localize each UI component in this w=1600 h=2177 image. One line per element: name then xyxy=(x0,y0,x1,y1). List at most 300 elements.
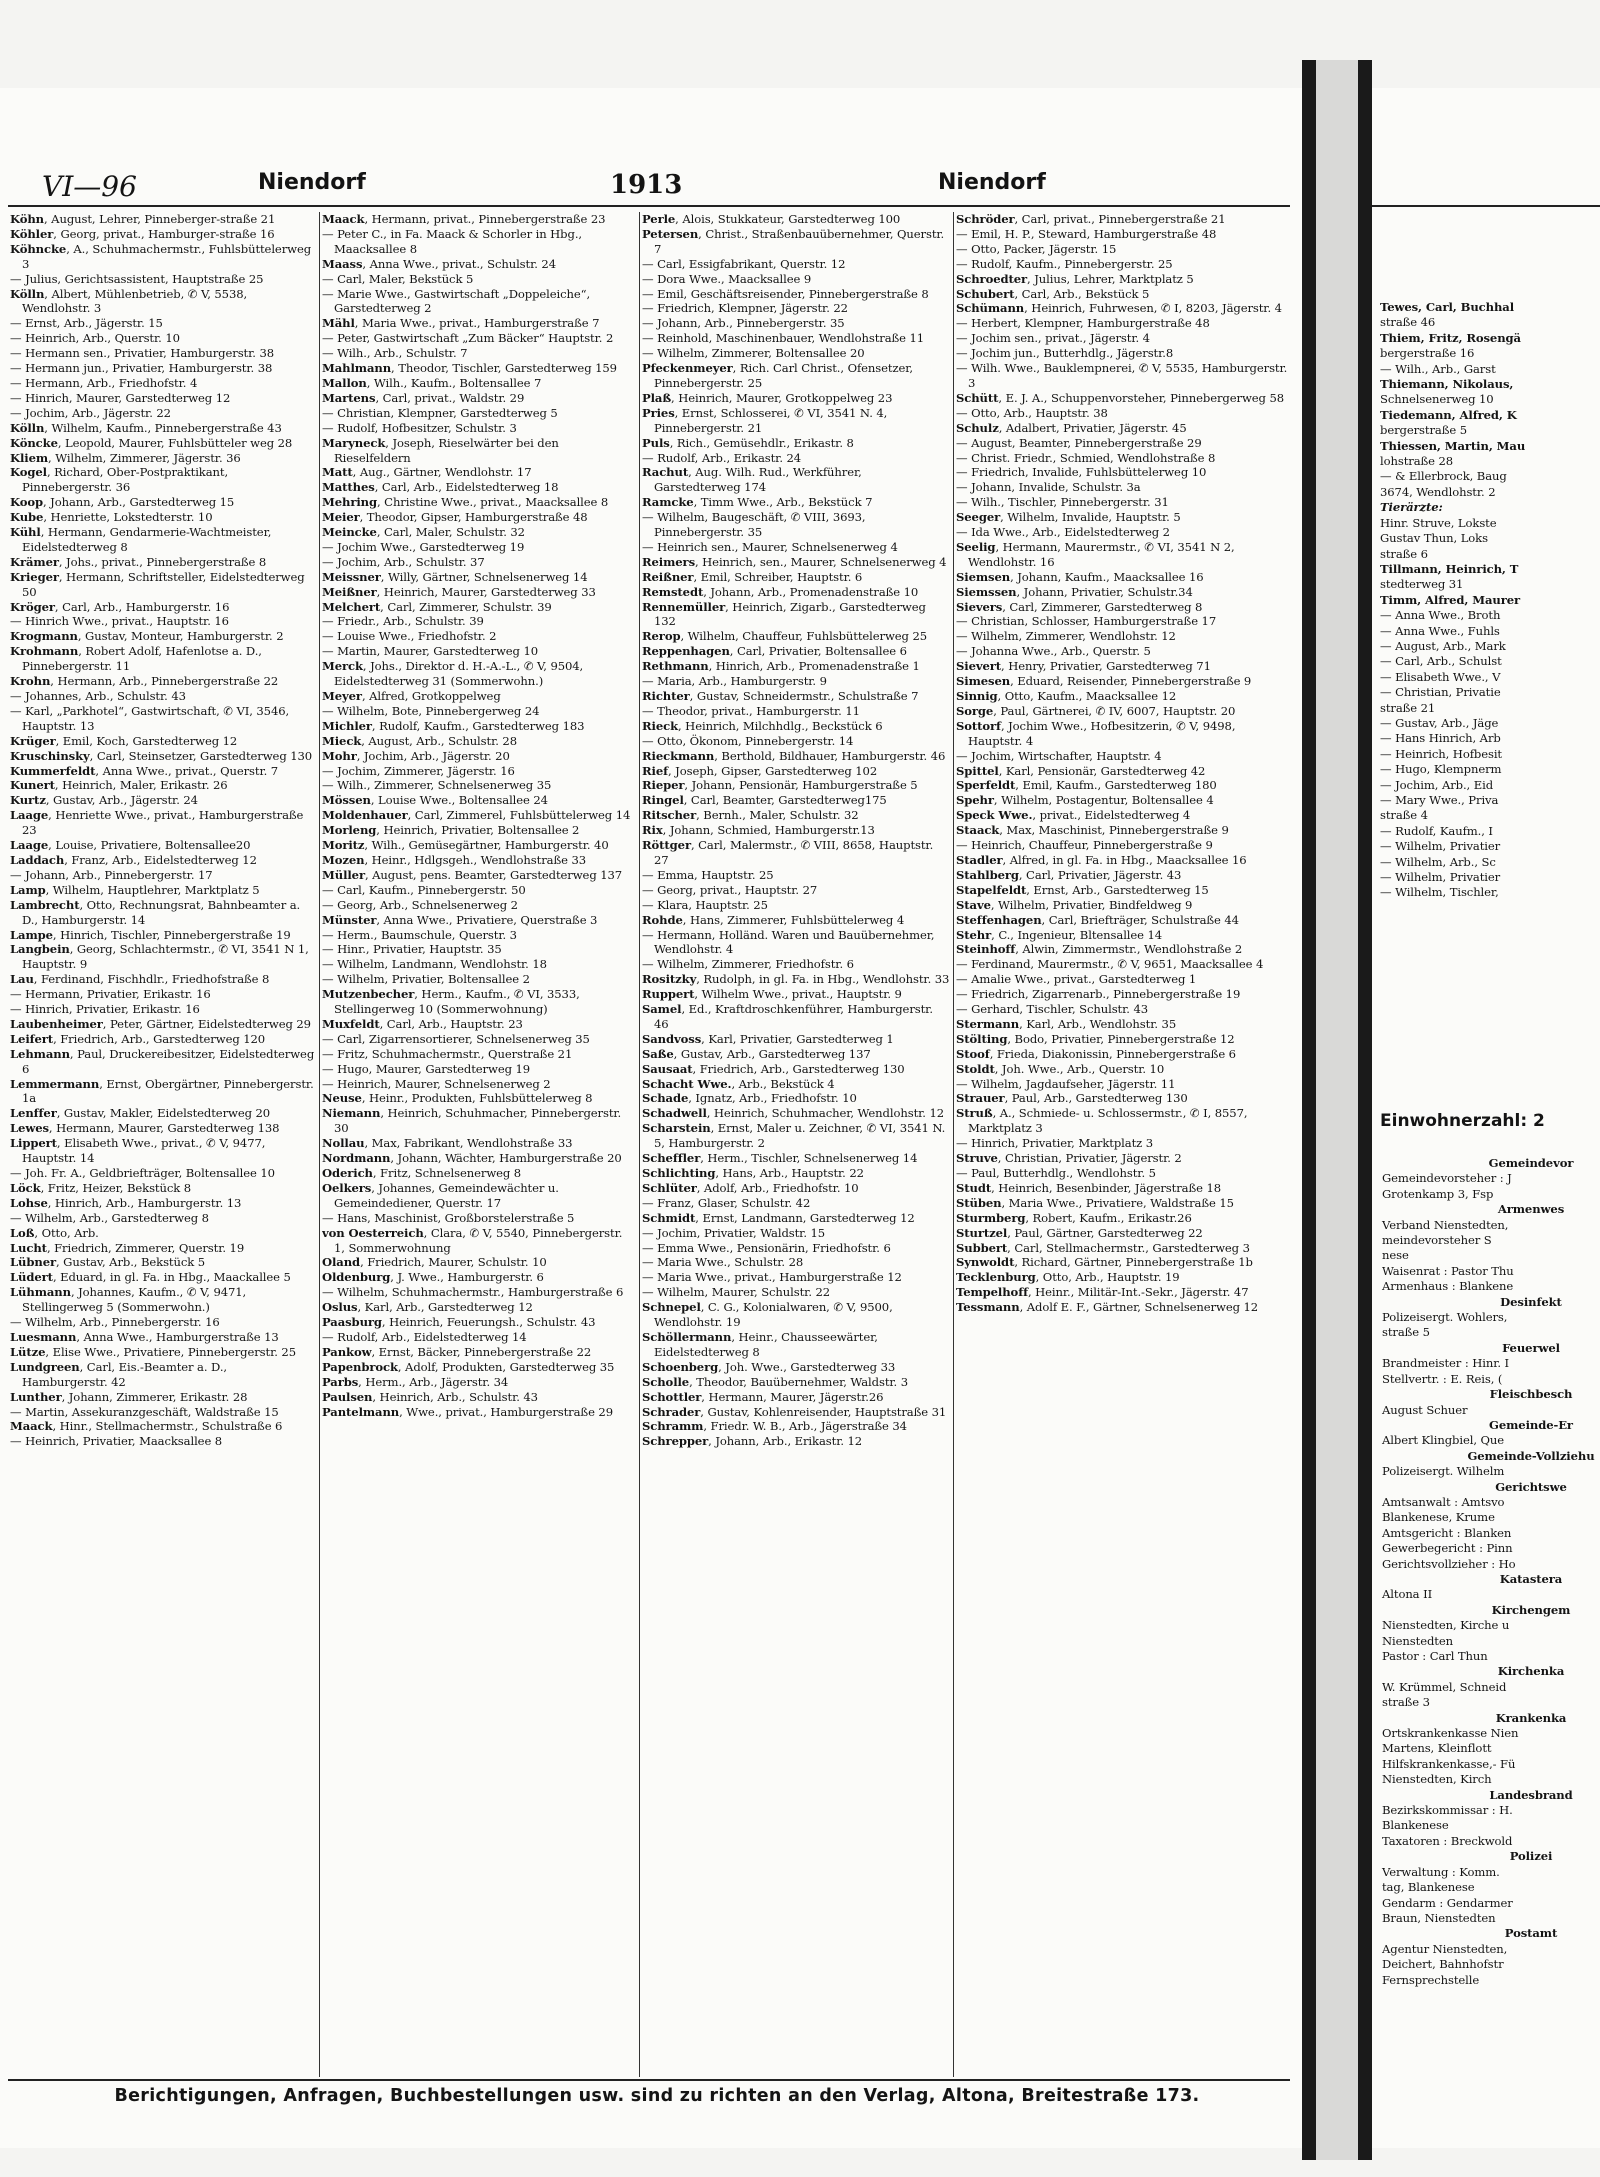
directory-entry: Seelig, Hermann, Maurermstr., ✆ VI, 3541 N 2, Wendlohstr. 16 xyxy=(956,539,1235,569)
administration-section xyxy=(1372,1156,1600,1988)
surname: Löck xyxy=(10,1180,41,1195)
surname: Schöllermann xyxy=(642,1329,732,1344)
directory-entry: Schade, Ignatz, Arb., Friedhofstr. 10 xyxy=(642,1091,857,1106)
surname: Plaß xyxy=(642,390,672,405)
directory-entry: Krohn, Hermann, Arb., Pinnebergerstraße 22 xyxy=(10,674,279,689)
surname: Ringel xyxy=(642,793,684,808)
directory-entry: Sottorf, Jochim Wwe., Hofbesitzerin, ✆ V, 9498, Hauptstr. 4 xyxy=(956,718,1236,748)
directory-entry: Subbert, Carl, Stellmachermstr., Garstedterweg 3 xyxy=(956,1240,1250,1255)
surname: Simesen xyxy=(956,674,1011,689)
surname: Koop xyxy=(10,495,43,510)
surname: Reimers xyxy=(642,554,695,569)
directory-entry: — Hugo, Maurer, Garstedterweg 19 xyxy=(322,1061,531,1076)
directory-entry: Niemann, Heinrich, Schuhmacher, Pinnebergerstr. 30 xyxy=(322,1106,622,1136)
directory-entry: Struß, A., Schmiede- u. Schlossermstr., ✆ I, 8557, Marktplatz 3 xyxy=(956,1106,1248,1136)
surname: Schrepper xyxy=(642,1434,709,1449)
surname: von Oesterreich xyxy=(322,1225,424,1240)
directory-entry: Blankenese, Krume xyxy=(1382,1510,1495,1525)
directory-entry: Oderich, Fritz, Schnelsenerweg 8 xyxy=(322,1166,522,1180)
directory-entry: Köhn, August, Lehrer, Pinneberger-straße 21 xyxy=(10,212,276,226)
directory-entry: Lambrecht, Otto, Rechnungsrat, Bahnbeamter a. D., Hamburgerstr. 14 xyxy=(10,897,301,927)
directory-entry: — Gustav, Arb., Jäge xyxy=(1380,715,1499,730)
directory-entry: — August, Beamter, Pinnebergerstraße 29 xyxy=(956,435,1202,450)
surname: Pankow xyxy=(322,1344,372,1359)
surname: Meier xyxy=(322,510,360,525)
surname: Krämer xyxy=(10,554,59,569)
directory-entry: Tempelhoff, Heinr., Militär-Int.-Sekr., Jägerstr. 47 xyxy=(956,1285,1249,1300)
directory-entry: — Carl, Essigfabrikant, Querstr. 12 xyxy=(642,256,846,271)
directory-entry: — Christian, Schlosser, Hamburgerstraße 17 xyxy=(956,614,1217,629)
surname: Strauer xyxy=(956,1091,1005,1106)
directory-entry: Ruppert, Wilhelm Wwe., privat., Hauptstr. 9 xyxy=(642,987,902,1002)
directory-entry: Stellvertr. : E. Reis, ( xyxy=(1382,1371,1503,1386)
directory-entry: — Carl, Maler, Bekstück 5 xyxy=(322,271,474,286)
directory-entry: Stapelfeldt, Ernst, Arb., Garstedterweg 15 xyxy=(956,882,1209,897)
directory-entry: Stoof, Frieda, Diakonissin, Pinnebergerstraße 6 xyxy=(956,1046,1236,1061)
directory-entry: Stadler, Alfred, in gl. Fa. in Hbg., Maacksallee 16 xyxy=(956,852,1247,867)
directory-entry: — Heinrich, Maurer, Schnelsenerweg 2 xyxy=(322,1076,551,1091)
directory-entry: — Otto, Packer, Jägerstr. 15 xyxy=(956,241,1117,256)
directory-entry: Schulz, Adalbert, Privatier, Jägerstr. 45 xyxy=(956,420,1187,435)
directory-entry: — Wilhelm, Baugeschäft, ✆ VIII, 3693, Pinnebergerstr. 35 xyxy=(642,510,866,540)
surname: Spittel xyxy=(956,763,999,778)
directory-entry: Schlichting, Hans, Arb., Hauptstr. 22 xyxy=(642,1166,864,1180)
directory-entry: Deichert, Bahnhofstr xyxy=(1382,1957,1504,1972)
directory-entry: Amtsgericht : Blanken xyxy=(1382,1525,1512,1540)
directory-entry: Münster, Anna Wwe., Privatiere, Querstraße 3 xyxy=(322,912,598,927)
directory-entry: Polizeisergt. Wilhelm xyxy=(1382,1464,1505,1479)
directory-entry: Mehring, Christine Wwe., privat., Maacksallee 8 xyxy=(322,495,609,510)
directory-entry: Krieger, Hermann, Schriftsteller, Eidelstedterweg 50 xyxy=(10,569,305,599)
directory-entry: — Johann, Invalide, Schulstr. 3a xyxy=(956,480,1141,495)
surname: Maryneck xyxy=(322,435,386,450)
header-rule xyxy=(1372,205,1600,207)
directory-entry: Scholle, Theodor, Bauübernehmer, Waldstr. 3 xyxy=(642,1374,908,1389)
page-divider xyxy=(1302,60,1316,2160)
directory-entry: Simesen, Eduard, Reisender, Pinnebergerstraße 9 xyxy=(956,674,1252,689)
surname: Lippert xyxy=(10,1136,57,1151)
directory-entry: — Heinrich, Arb., Querstr. 10 xyxy=(10,331,180,346)
directory-entry: Moritz, Wilh., Gemüsegärtner, Hamburgerstr. 40 xyxy=(322,838,609,853)
directory-entry: — Hinrich, Privatier, Erikastr. 16 xyxy=(10,1002,200,1017)
directory-entry: W. Krümmel, Schneid xyxy=(1382,1679,1507,1694)
directory-entry: Gewerbegericht : Pinn xyxy=(1382,1541,1513,1556)
surname: Maack xyxy=(10,1419,53,1434)
directory-entry: Schramm, Friedr. W. B., Arb., Jägerstraße 34 xyxy=(642,1419,907,1434)
surname: Siemssen xyxy=(956,584,1017,599)
section-heading: Feuerwel xyxy=(1502,1340,1560,1355)
surname: Sievers xyxy=(956,599,1003,614)
surname: Krohn xyxy=(10,674,51,689)
header-rule xyxy=(8,205,1290,207)
directory-column-2 xyxy=(322,212,636,2077)
directory-entry: Nienstedten, Kirch xyxy=(1382,1772,1492,1787)
surname: Mössen xyxy=(322,793,371,808)
directory-entry: Braun, Nienstedten xyxy=(1382,1910,1496,1925)
directory-entry: — Wilhelm, Arb., Pinnebergerstr. 16 xyxy=(10,1315,220,1330)
directory-entry: Lehmann, Paul, Druckereibesitzer, Eidelstedterweg 6 xyxy=(10,1046,315,1076)
directory-entry: straße 6 xyxy=(1380,546,1428,561)
directory-entry: — Hans, Maschinist, Großborstelerstraße 5 xyxy=(322,1210,575,1225)
directory-entry: Lampe, Hinrich, Tischler, Pinnebergerstraße 19 xyxy=(10,927,291,942)
surname: Siemsen xyxy=(956,569,1011,584)
surname: Synwoldt xyxy=(956,1255,1015,1270)
section-heading: Krankenka xyxy=(1495,1710,1567,1725)
right-page-edge xyxy=(1358,60,1372,2160)
directory-entry: Matt, Aug., Gärtner, Wendlohstr. 17 xyxy=(322,465,532,480)
directory-entry: von Oesterreich, Clara, ✆ V, 5540, Pinnebergerstr. 1, Sommerwohnung xyxy=(322,1225,623,1255)
directory-entry: Köncke, Leopold, Maurer, Fuhlsbütteler weg 28 xyxy=(10,435,293,450)
surname: Lambrecht xyxy=(10,897,80,912)
surname: Kölln xyxy=(10,420,45,435)
directory-entry: Paasburg, Heinrich, Feuerungsh., Schulstr. 43 xyxy=(322,1315,596,1330)
directory-entry: — Emil, H. P., Steward, Hamburgerstraße 48 xyxy=(956,226,1217,241)
directory-entry: Meißner, Heinrich, Maurer, Garstedterweg 33 xyxy=(322,584,596,599)
surname: Köhn xyxy=(10,212,45,226)
directory-entry: Sturmberg, Robert, Kaufm., Erikastr.26 xyxy=(956,1210,1192,1225)
directory-entry: — Jochim, Wirtschafter, Hauptstr. 4 xyxy=(956,748,1162,763)
directory-entry: — Peter C., in Fa. Maack & Schorler in Hbg., Maacksallee 8 xyxy=(322,226,582,256)
directory-entry: Kunert, Heinrich, Maler, Erikastr. 26 xyxy=(10,778,228,793)
surname: Lampe xyxy=(10,927,53,942)
directory-entry: Ortskrankenkasse Nien xyxy=(1382,1726,1519,1741)
directory-entry: Verwaltung : Komm. xyxy=(1382,1864,1500,1879)
directory-entry: Grotenkamp 3, Fsp xyxy=(1382,1186,1494,1201)
directory-entry: Studt, Heinrich, Besenbinder, Jägerstraße 18 xyxy=(956,1180,1221,1195)
directory-entry: Löck, Fritz, Heizer, Bekstück 8 xyxy=(10,1180,192,1195)
surname: Samel xyxy=(642,1002,682,1017)
surname: Schade xyxy=(642,1091,689,1106)
directory-entry: Ritscher, Bernh., Maler, Schulstr. 32 xyxy=(642,808,859,823)
directory-entry: — Carl, Kaufm., Pinnebergerstr. 50 xyxy=(322,882,526,897)
directory-entry: Meier, Theodor, Gipser, Hamburgerstraße 48 xyxy=(322,510,588,525)
directory-entry: Nienstedten, Kirche u xyxy=(1382,1618,1510,1633)
directory-entry: — Friedr., Arb., Schulstr. 39 xyxy=(322,614,484,629)
surname: Krogmann xyxy=(10,629,78,644)
directory-entry: Röttger, Carl, Malermstr., ✆ VIII, 8658, Hauptstr. 27 xyxy=(642,838,934,867)
directory-entry: Rieckmann, Berthold, Bildhauer, Hamburgerstr. 46 xyxy=(642,748,946,763)
directory-entry: — Otto, Ökonom, Pinnebergerstr. 14 xyxy=(642,733,854,748)
directory-entry: straße 3 xyxy=(1382,1695,1430,1710)
directory-entry: Strauer, Paul, Arb., Garstedterweg 130 xyxy=(956,1091,1188,1106)
surname: Lohse xyxy=(10,1195,48,1210)
surname: Meißner xyxy=(322,584,377,599)
directory-entry: Stave, Wilhelm, Privatier, Bindfeldweg 9 xyxy=(956,897,1193,912)
surname: Matthes xyxy=(322,480,375,495)
directory-entry: Stölting, Bodo, Privatier, Pinnebergerstraße 12 xyxy=(956,1031,1235,1046)
directory-entry: Köhler, Georg, privat., Hamburger-straße 16 xyxy=(10,226,275,241)
surname: Rositzky xyxy=(642,972,697,987)
surname: Moldenhauer xyxy=(322,808,408,823)
surname: Rix xyxy=(642,823,663,838)
directory-entry: — Carl, Arb., Schulst xyxy=(1380,654,1502,669)
surname: Staack xyxy=(956,823,1000,838)
directory-column-3 xyxy=(642,212,950,2077)
directory-entry: Thiemann, Nikolaus, xyxy=(1380,377,1514,392)
directory-entry: Schöllermann, Heinr., Chausseewärter, Eidelstedterweg 8 xyxy=(642,1329,878,1359)
surname: Schütt xyxy=(956,390,999,405)
directory-entry: — Emma Wwe., Pensionärin, Friedhofstr. 6 xyxy=(642,1240,891,1255)
surname: Muxfeldt xyxy=(322,1016,380,1031)
surname: Seeger xyxy=(956,510,1001,525)
directory-entry: Neuse, Heinr., Produkten, Fuhlsbüttelerweg 8 xyxy=(322,1091,593,1106)
directory-entry: — Georg, Arb., Schnelsenerweg 2 xyxy=(322,897,518,912)
surname: Mozen xyxy=(322,852,365,867)
directory-entry: — Martin, Assekuranzgeschäft, Waldstraße 15 xyxy=(10,1404,279,1419)
surname: Meissner xyxy=(322,569,381,584)
directory-entry: Mahlmann, Theodor, Tischler, Garstedterweg 159 xyxy=(322,361,617,376)
directory-entry: Krüger, Emil, Koch, Garstedterweg 12 xyxy=(10,733,238,748)
surname: Pries xyxy=(642,405,675,420)
surname: Luesmann xyxy=(10,1329,77,1344)
section-heading: Gemeinde-Vollziehu xyxy=(1467,1448,1595,1463)
surname: Schlichting xyxy=(642,1166,716,1180)
directory-entry: Gerichtsvollzieher : Ho xyxy=(1382,1556,1516,1571)
directory-entry: Schröder, Carl, privat., Pinnebergerstraße 21 xyxy=(956,212,1226,226)
directory-entry: Gendarm : Gendarmer xyxy=(1382,1895,1513,1910)
surname: Schröder xyxy=(956,212,1015,226)
directory-entry: — Anna Wwe., Fuhls xyxy=(1380,623,1500,638)
directory-entry: Maass, Anna Wwe., privat., Schulstr. 24 xyxy=(322,256,556,271)
page-gutter xyxy=(1316,60,1358,2160)
directory-entry: — Maria, Arb., Hamburgerstr. 9 xyxy=(642,674,827,689)
directory-entry: Schmidt, Ernst, Landmann, Garstedterweg 12 xyxy=(642,1210,915,1225)
directory-entry: Stüben, Maria Wwe., Privatiere, Waldstraße 15 xyxy=(956,1195,1234,1210)
surname: Nordmann xyxy=(322,1151,391,1166)
directory-entry: bergerstraße 16 xyxy=(1380,346,1475,361)
surname: Mahlmann xyxy=(322,361,392,376)
directory-entry: Krohmann, Robert Adolf, Hafenlotse a. D., Pinnebergerstr. 11 xyxy=(10,644,262,674)
directory-entry: Langbein, Georg, Schlachtermstr., ✆ VI, 3541 N 1, Hauptstr. 9 xyxy=(10,942,309,972)
directory-entry: — Maria Wwe., Schulstr. 28 xyxy=(642,1255,804,1270)
surname: Schnepel xyxy=(642,1300,701,1315)
directory-entry: Kruschinsky, Carl, Steinsetzer, Garstedterweg 130 xyxy=(10,748,313,763)
directory-entry: Tessmann, Adolf E. F., Gärtner, Schnelsenerweg 12 xyxy=(956,1300,1259,1315)
directory-entry: Reimers, Heinrich, sen., Maurer, Schnelsenerweg 4 xyxy=(642,554,947,569)
surname: Kunert xyxy=(10,778,55,793)
directory-column-1 xyxy=(10,212,316,2077)
directory-entry: Rositzky, Rudolph, in gl. Fa. in Hbg., Wendlohstr. 33 xyxy=(642,972,950,987)
surname: Schlüter xyxy=(642,1180,697,1195)
directory-entry: stedterweg 31 xyxy=(1380,577,1464,592)
directory-entry: Fernsprechstelle xyxy=(1382,1972,1480,1987)
directory-entry: — Rudolf, Arb., Erikastr. 24 xyxy=(642,450,802,465)
surname: Tempelhoff xyxy=(956,1285,1028,1300)
directory-entry: Sperfeldt, Emil, Kaufm., Garstedterweg 180 xyxy=(956,778,1217,793)
directory-entry: Synwoldt, Richard, Gärtner, Pinnebergerstraße 1b xyxy=(956,1255,1253,1270)
directory-entry: Rief, Joseph, Gipser, Garstedterweg 102 xyxy=(642,763,878,778)
right-page-column xyxy=(1380,300,1600,901)
directory-entry: Rieper, Johann, Pensionär, Hamburgerstraße 5 xyxy=(642,778,918,793)
directory-entry: Plaß, Heinrich, Maurer, Grotkoppelweg 23 xyxy=(642,390,893,405)
directory-entry: — Wilh., Zimmerer, Schnelsenerweg 35 xyxy=(322,778,552,793)
directory-entry: Spehr, Wilhelm, Postagentur, Boltensallee 4 xyxy=(956,793,1214,808)
directory-entry: Oslus, Karl, Arb., Garstedterweg 12 xyxy=(322,1300,533,1315)
directory-entry: — Wilh., Arb., Schulstr. 7 xyxy=(322,346,468,361)
directory-entry: Pastor : Carl Thun xyxy=(1382,1649,1488,1663)
directory-column-4 xyxy=(956,212,1290,2077)
directory-entry: Perle, Alois, Stukkateur, Garstedterweg 100 xyxy=(642,212,901,226)
directory-entry: Ringel, Carl, Beamter, Garstedterweg175 xyxy=(642,793,887,808)
column-rule xyxy=(639,212,640,2077)
surname: Kogel xyxy=(10,465,47,480)
directory-entry: — Amalie Wwe., privat., Garstedterweg 1 xyxy=(956,972,1197,987)
surname: Lau xyxy=(10,972,34,987)
directory-entry: Maack, Hermann, privat., Pinnebergerstraße 23 xyxy=(322,212,606,226)
section-heading: Katastera xyxy=(1499,1571,1563,1586)
directory-entry: Scheffler, Herm., Tischler, Schnelsenerweg 14 xyxy=(642,1151,918,1166)
directory-entry: — Jochim, Arb., Jägerstr. 22 xyxy=(10,405,171,420)
directory-entry: meindevorsteher S xyxy=(1382,1233,1492,1248)
directory-entry: — Johanna Wwe., Arb., Querstr. 5 xyxy=(956,644,1151,659)
surname: Ritscher xyxy=(642,808,697,823)
directory-entry: bergerstraße 5 xyxy=(1380,423,1467,438)
surname: Stadler xyxy=(956,852,1003,867)
directory-entry: — Hermann, Privatier, Erikastr. 16 xyxy=(10,987,211,1002)
directory-entry: Blankenese xyxy=(1382,1818,1449,1833)
directory-entry: — Emma, Hauptstr. 25 xyxy=(642,867,774,882)
directory-entry: — Rudolf, Kaufm., Pinnebergerstr. 25 xyxy=(956,256,1173,271)
directory-entry: Schacht Wwe., Arb., Bekstück 4 xyxy=(642,1076,835,1091)
directory-entry: Lewes, Hermann, Maurer, Garstedterweg 138 xyxy=(10,1121,280,1136)
directory-entry: Kube, Henriette, Lokstedterstr. 10 xyxy=(10,510,213,525)
surname: Krohmann xyxy=(10,644,79,659)
directory-entry: lohstraße 28 xyxy=(1380,454,1454,469)
surname: Stahlberg xyxy=(956,867,1019,882)
directory-entry: Krämer, Johs., privat., Pinnebergerstraße 8 xyxy=(10,554,267,569)
surname: Sausaat xyxy=(642,1061,693,1076)
directory-entry: Mieck, August, Arb., Schulstr. 28 xyxy=(322,733,517,748)
directory-entry: Siemssen, Johann, Privatier, Schulstr.34 xyxy=(956,584,1193,599)
directory-entry: Maryneck, Joseph, Rieselwärter bei den Rieselfeldern xyxy=(322,435,559,465)
directory-entry: Schütt, E. J. A., Schuppenvorsteher, Pinnebergerweg 58 xyxy=(956,390,1285,405)
directory-entry: straße 46 xyxy=(1380,315,1436,330)
directory-entry: Nienstedten xyxy=(1382,1633,1453,1648)
directory-entry: Lütze, Elise Wwe., Privatiere, Pinnebergerstr. 25 xyxy=(10,1344,296,1359)
directory-entry: Saße, Gustav, Arb., Garstedterweg 137 xyxy=(642,1046,871,1061)
surname: Sinnig xyxy=(956,689,998,703)
directory-entry: Reißner, Emil, Schreiber, Hauptstr. 6 xyxy=(642,569,863,584)
surname: Meincke xyxy=(322,525,377,540)
surname: Schrader xyxy=(642,1404,701,1419)
surname: Pfeckenmeyer xyxy=(642,361,733,376)
directory-entry: Oelkers, Johannes, Gemeindewächter u. Gemeindediener, Querstr. 17 xyxy=(322,1180,559,1210)
directory-entry: — Ferdinand, Maurermstr., ✆ V, 9651, Maacksallee 4 xyxy=(956,957,1264,972)
surname: Melchert xyxy=(322,599,381,614)
surname: Stoof xyxy=(956,1046,990,1061)
surname: Scheffler xyxy=(642,1151,701,1166)
section-heading: Gemeinde-Er xyxy=(1489,1417,1573,1432)
surname: Rachut xyxy=(642,465,689,480)
surname: Stoldt xyxy=(956,1061,995,1076)
directory-entry: Mutzenbecher, Herm., Kaufm., ✆ VI, 3533, Stellingerweg 10 (Sommerwohnung) xyxy=(322,987,580,1017)
directory-entry: Laage, Henriette Wwe., privat., Hamburgerstraße 23 xyxy=(10,808,304,838)
surname: Stölting xyxy=(956,1031,1008,1046)
directory-entry: nese xyxy=(1382,1248,1409,1263)
surname: Ramcke xyxy=(642,495,694,510)
surname: Scholle xyxy=(642,1374,690,1389)
directory-entry: Rieck, Heinrich, Milchhdlg., Beckstück 6 xyxy=(642,718,883,733)
directory-entry: Schrader, Gustav, Kohlenreisender, Hauptstraße 31 xyxy=(642,1404,947,1419)
directory-entry: Schlüter, Adolf, Arb., Friedhofstr. 10 xyxy=(642,1180,859,1195)
surname: Schadwell xyxy=(642,1106,707,1121)
directory-entry: — Wilhelm, Bote, Pinnebergerweg 24 xyxy=(322,703,540,718)
surname: Köncke xyxy=(10,435,58,450)
surname: Oslus xyxy=(322,1300,358,1315)
directory-entry: Timm, Alfred, Maurer xyxy=(1380,592,1521,607)
directory-entry: Armenhaus : Blankene xyxy=(1382,1279,1514,1294)
directory-entry: Kogel, Richard, Ober-Postpraktikant, Pinnebergerstr. 36 xyxy=(10,465,229,495)
directory-entry: — Heinrich, Hofbesit xyxy=(1380,746,1502,761)
directory-entry: — Julius, Gerichtsassistent, Hauptstraße 25 xyxy=(10,271,264,286)
directory-entry: Laage, Louise, Privatiere, Boltensallee20 xyxy=(10,838,251,853)
surname: Struß xyxy=(956,1106,993,1121)
running-head-year: 1913 xyxy=(610,170,683,200)
directory-entry: Müller, August, pens. Beamter, Garstedterweg 137 xyxy=(322,867,623,882)
surname: Schramm xyxy=(642,1419,704,1434)
surname: Perle xyxy=(642,212,676,226)
surname: Stüben xyxy=(956,1195,1002,1210)
directory-entry: — Paul, Butterhdlg., Wendlohstr. 5 xyxy=(956,1166,1156,1180)
surname: Sievert xyxy=(956,659,1002,674)
directory-entry: — Fritz, Schuhmachermstr., Querstraße 21 xyxy=(322,1046,573,1061)
directory-entry: — Wilhelm, Arb., Garstedterweg 8 xyxy=(10,1210,209,1225)
directory-entry: Oland, Friedrich, Maurer, Schulstr. 10 xyxy=(322,1255,547,1270)
surname: Loß xyxy=(10,1225,35,1240)
directory-entry: Thiem, Fritz, Rosengä xyxy=(1380,330,1521,345)
directory-entry: — Wilhelm, Privatier xyxy=(1380,870,1501,885)
surname: Reppenhagen xyxy=(642,644,730,659)
directory-entry: Steffenhagen, Carl, Briefträger, Schulstraße 44 xyxy=(956,912,1239,927)
surname: Maass xyxy=(322,256,363,271)
directory-entry: Sorge, Paul, Gärtnerei, ✆ IV, 6007, Hauptstr. 20 xyxy=(956,703,1236,718)
directory-entry: Kölln, Albert, Mühlenbetrieb, ✆ V, 5538, Wendlohstr. 3 xyxy=(10,286,248,316)
section-heading: Armenwes xyxy=(1497,1202,1565,1217)
surname: Lehmann xyxy=(10,1046,70,1061)
directory-entry: — Christ. Friedr., Schmied, Wendlohstraße 8 xyxy=(956,450,1216,465)
surname: Mähl xyxy=(322,316,355,331)
directory-entry: — Franz, Glaser, Schulstr. 42 xyxy=(642,1195,811,1210)
directory-entry: Gustav Thun, Loks xyxy=(1380,531,1488,546)
directory-entry: — Reinhold, Maschinenbauer, Wendlohstraße 11 xyxy=(642,331,925,346)
directory-entry: — Friedrich, Invalide, Fuhlsbüttelerweg 10 xyxy=(956,465,1207,480)
directory-entry: Schümann, Heinrich, Fuhrwesen, ✆ I, 8203, Jägerstr. 4 xyxy=(956,301,1282,316)
directory-entry: Muxfeldt, Carl, Arb., Hauptstr. 23 xyxy=(322,1016,523,1031)
directory-entry: — Jochim jun., Butterhdlg., Jägerstr.8 xyxy=(956,346,1174,361)
directory-entry: Loß, Otto, Arb. xyxy=(10,1225,99,1240)
directory-entry: Rethmann, Hinrich, Arb., Promenadenstraße 1 xyxy=(642,659,920,674)
running-head-left: Niendorf xyxy=(258,170,366,195)
surname: Krüger xyxy=(10,733,56,748)
directory-entry: Hilfskrankenkasse,- Fü xyxy=(1382,1756,1516,1771)
directory-entry: — Karl, „Parkhotel“, Gastwirtschaft, ✆ VI, 3546, Hauptstr. 13 xyxy=(10,703,290,733)
directory-entry: Schubert, Carl, Arb., Bekstück 5 xyxy=(956,286,1150,301)
directory-entry: — Christian, Privatie xyxy=(1380,685,1501,700)
directory-entry: — Hinrich, Maurer, Garstedterweg 12 xyxy=(10,390,231,405)
surname: Sturtzel xyxy=(956,1225,1008,1240)
surname: Lemmermann xyxy=(10,1076,100,1091)
directory-entry: Kliem, Wilhelm, Zimmerer, Jägerstr. 36 xyxy=(10,450,241,465)
surname: Rennemüller xyxy=(642,599,726,614)
section-heading: Desinfekt xyxy=(1500,1294,1562,1309)
directory-entry: Struve, Christian, Privatier, Jägerstr. 2 xyxy=(956,1151,1182,1166)
directory-entry: Pfeckenmeyer, Rich. Carl Christ., Ofensetzer, Pinnebergerstr. 25 xyxy=(642,361,913,390)
directory-entry: Martens, Carl, privat., Waldstr. 29 xyxy=(322,390,525,405)
surname: Niemann xyxy=(322,1106,381,1121)
directory-entry: Merck, Johs., Direktor d. H.-A.-L., ✆ V, 9504, Eidelstedterweg 31 (Sommerwohn.) xyxy=(322,659,584,689)
directory-entry: — Hinr., Privatier, Hauptstr. 35 xyxy=(322,942,502,957)
directory-entry: Schrepper, Johann, Arb., Erikastr. 12 xyxy=(642,1434,863,1449)
